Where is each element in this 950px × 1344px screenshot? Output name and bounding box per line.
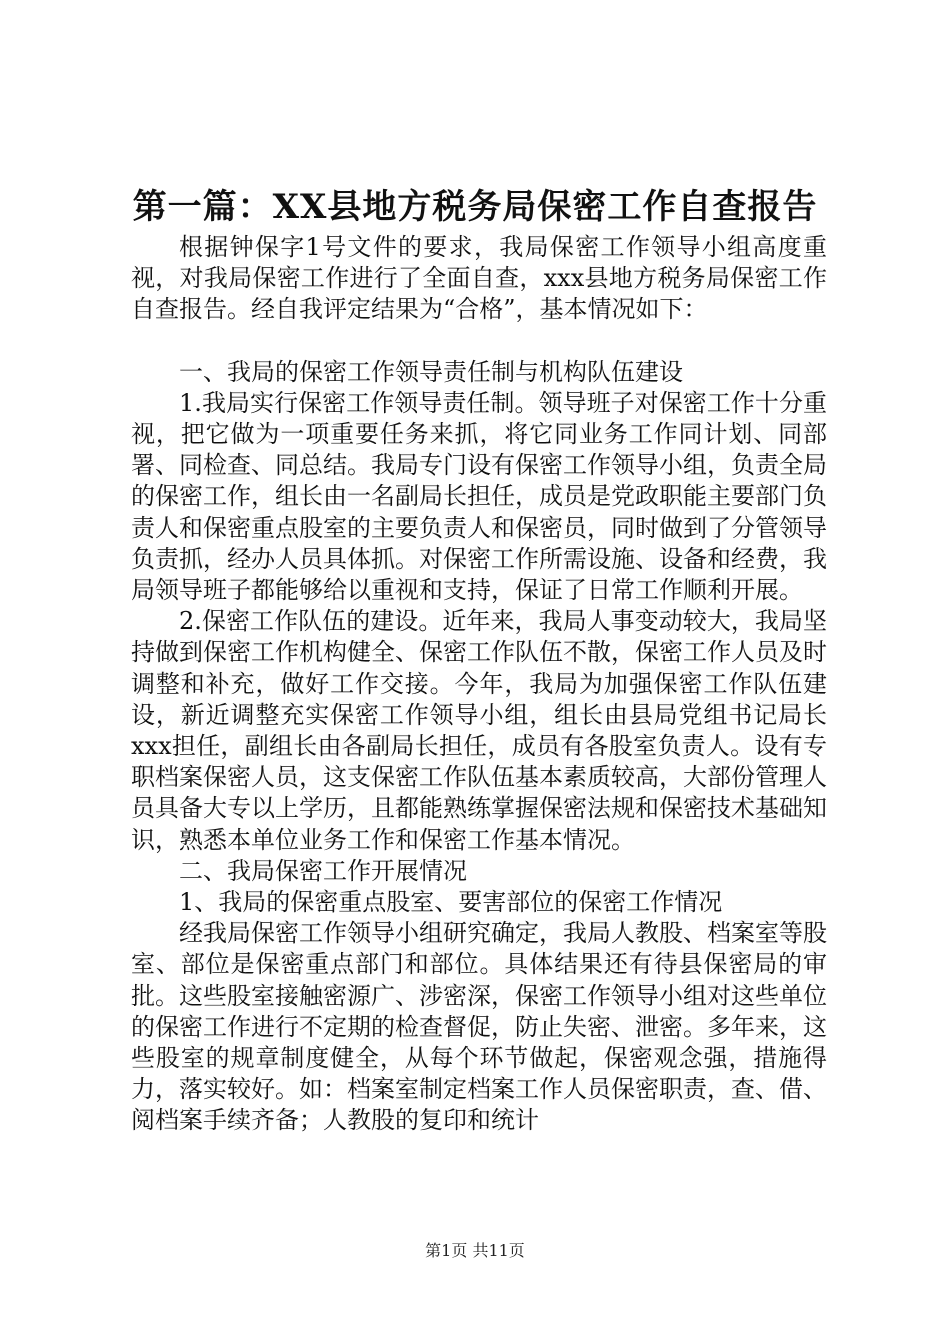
- subsection-heading-2-1: 1、我局的保密重点股室、要害部位的保密工作情况: [179, 888, 723, 917]
- paragraph-1-2: 2.保密工作队伍的建设。近年来，我局人事变动较大，我局坚持做到保密工作机构健全、保密工作队伍不散，保密工作人员及时调整和补充，做好工作交接。今年，我局为加强保密工作队伍建设，新近调整充实保密工作领导小组，组长由县局党组书记局长xxx担任，副组长由各副局长担任，成员有各股室负责人。设有专职档案保密人员，这支保密工作队伍基本素质较高，大部份管理人员具备大专以上学历，且都能熟练掌握保密法规和保密技术基础知识，熟悉本单位业务工作和保密工作基本情况。: [131, 607, 827, 854]
- document-body: [131, 232, 827, 1137]
- paragraph-intro: 根据钟保字1号文件的要求，我局保密工作领导小组高度重视，对我局保密工作进行了全面自查，xxx县地方税务局保密工作自查报告。经自我评定结果为“合格”，基本情况如下：: [131, 233, 827, 324]
- page-footer: 第1页 共11页: [425, 1241, 525, 1260]
- section-heading-2: 二、我局保密工作开展情况: [179, 856, 467, 885]
- section-heading-1: 一、我局的保密工作领导责任制与机构队伍建设: [179, 357, 683, 386]
- paragraph-2-1: 经我局保密工作领导小组研究确定，我局人教股、档案室等股室、部位是保密重点部门和部位。具体结果还有待县保密局的审批。这些股室接触密源广、涉密深，保密工作领导小组对这些单位的保密工作进行不定期的检查督促，防止失密、泄密。多年来，这些股室的规章制度健全，从每个环节做起，保密观念强，措施得力，落实较好。如：档案室制定档案工作人员保密职责，查、借、阅档案手续齐备；人教股的复印和统计: [131, 919, 827, 1135]
- document-title: 第一篇：XX县地方税务局保密工作自查报告: [132, 187, 818, 227]
- paragraph-1-1: 1.我局实行保密工作领导责任制。领导班子对保密工作十分重视，把它做为一项重要任务来抓，将它同业务工作同计划、同部署、同检查、同总结。我局专门设有保密工作领导小组，负责全局的保密工作，组长由一名副局长担任，成员是党政职能主要部门负责人和保密重点股室的主要负责人和保密员，同时做到了分管领导负责抓，经办人员具体抓。对保密工作所需设施、设备和经费，我局领导班子都能够给以重视和支持，保证了日常工作顺利开展。: [131, 388, 827, 605]
